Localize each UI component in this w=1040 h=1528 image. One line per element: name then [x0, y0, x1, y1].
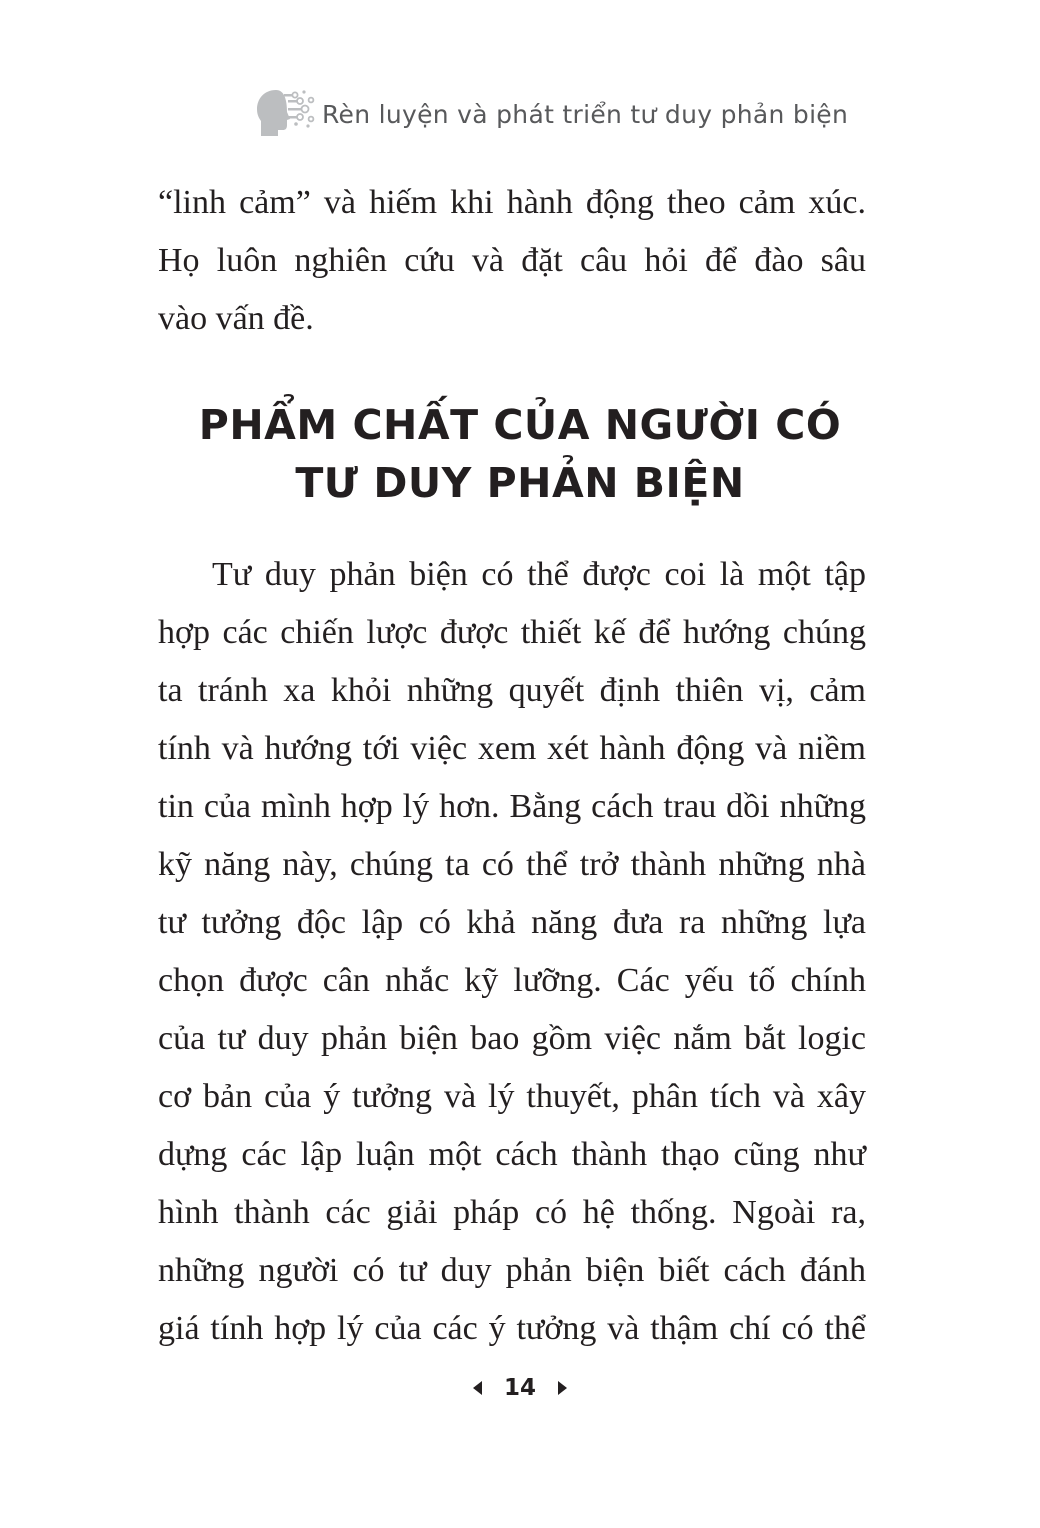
text-line: kỹ năng này, chúng ta có thể trở thành những nhà: [158, 846, 866, 883]
text-line: dựng các lập luận một cách thành thạo cũng như: [158, 1136, 866, 1173]
text-line: hợp các chiến lược được thiết kế để hướng chúng: [158, 614, 866, 651]
text-line: tính và hướng tới việc xem xét hành động và niềm: [158, 730, 866, 767]
text-line: Họ luôn nghiên cứu và đặt câu hỏi để đào sâu: [158, 242, 866, 279]
section-heading-line: TƯ DUY PHẢN BIỆN: [295, 459, 745, 507]
section-heading: [110, 396, 930, 512]
head-with-circuits-icon: [252, 86, 318, 142]
text-line: tin của mình hợp lý hơn. Bằng cách trau dồi những: [158, 788, 866, 825]
triangle-right-icon: [558, 1381, 567, 1395]
text-line: ta tránh xa khỏi những quyết định thiên vị, cảm: [158, 672, 866, 709]
text-line: Tư duy phản biện có thể được coi là một tập: [212, 556, 866, 593]
triangle-left-icon: [473, 1381, 482, 1395]
running-header: [252, 84, 848, 144]
text-line: tư tưởng độc lập có khả năng đưa ra những lựa: [158, 904, 866, 941]
text-line: chọn được cân nhắc kỹ lưỡng. Các yếu tố chính: [158, 962, 866, 999]
text-line: hình thành các giải pháp có hệ thống. Ngoài ra,: [158, 1194, 866, 1231]
text-line: những người có tư duy phản biện biết cách đánh: [158, 1252, 866, 1289]
body-paragraph: [158, 546, 866, 1358]
text-line: “linh cảm” và hiếm khi hành động theo cảm xúc.: [158, 184, 866, 221]
intro-paragraph: [158, 174, 866, 348]
section-heading-line: PHẨM CHẤT CỦA NGƯỜI CÓ: [198, 401, 842, 449]
running-header-title: Rèn luyện và phát triển tư duy phản biện: [322, 99, 849, 129]
text-line: cơ bản của ý tưởng và lý thuyết, phân tích và xây: [158, 1078, 866, 1115]
text-line: vào vấn đề.: [158, 300, 314, 337]
text-line: giá tính hợp lý của các ý tưởng và thậm chí có thể: [158, 1310, 866, 1347]
page-number-footer: [0, 1370, 1040, 1406]
text-line: của tư duy phản biện bao gồm việc nắm bắt logic: [158, 1020, 866, 1057]
page-number: 14: [503, 1375, 536, 1401]
